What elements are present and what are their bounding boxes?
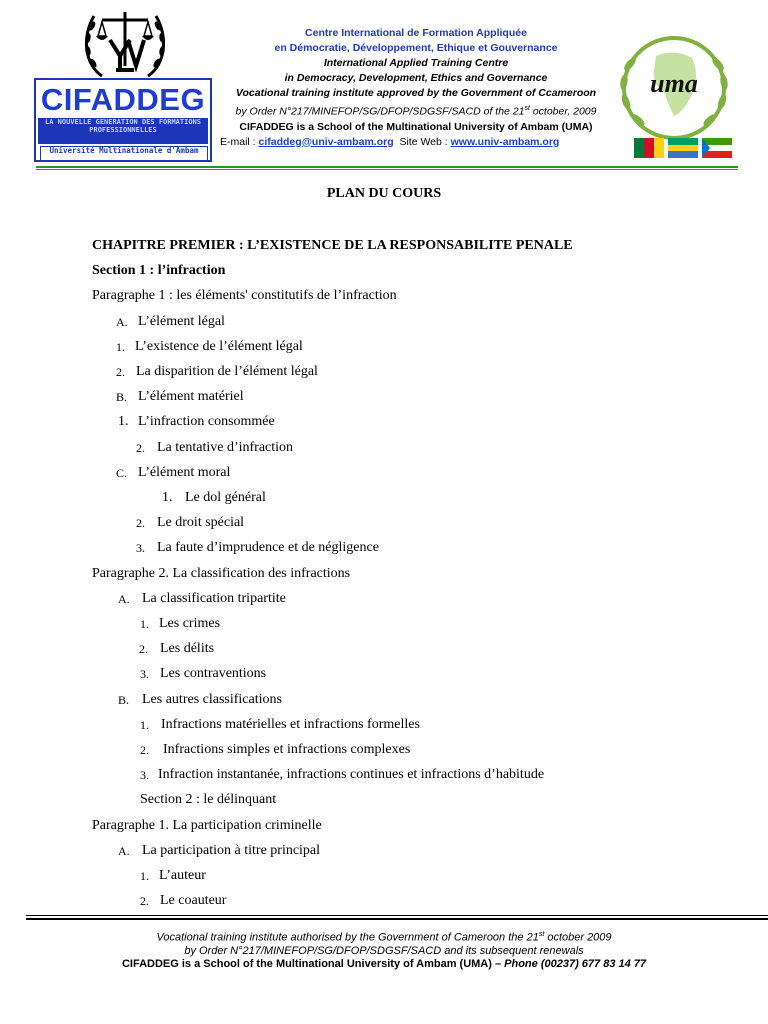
order-sup: st [524, 105, 530, 112]
outline-line-8-marker: 1. [118, 414, 129, 429]
outline-line-9-marker: 2. [136, 441, 145, 455]
section-heading: Section 1 : l’infraction [92, 263, 226, 278]
outline-line-11-text: Le dol général [185, 490, 266, 505]
outline-line-5-text: L’existence de l’élément légal [135, 339, 303, 354]
outline-line-25-marker: A. [118, 844, 130, 858]
outline-line-6-marker: 2. [116, 365, 125, 379]
outline-line-5-marker-wrap [116, 340, 125, 356]
outline-line-9-text: La tentative d’infraction [157, 440, 294, 455]
outline-line-27-text: Le coauteur [160, 893, 227, 908]
outline-line-15-marker: A. [118, 592, 130, 606]
footer-phone: Phone (00237) 677 83 14 77 [504, 957, 647, 970]
footer-school-text: CIFADDEG is a School of the Multinational University of Ambam (UMA) – [121, 957, 505, 970]
outline-line-27-marker: 2. [140, 894, 149, 908]
footer-divider [26, 915, 768, 916]
outline-line-26-marker-wrap [140, 869, 149, 885]
site-label: Site Web : [399, 135, 451, 148]
outline-line-20-marker-wrap [140, 718, 149, 734]
outline-line-25-text: La participation à titre principal [142, 843, 321, 858]
outline-line-12-marker-wrap [136, 516, 145, 532]
outline-line-12-marker: 2. [136, 516, 145, 530]
outline-line-15-text: La classification tripartite [142, 591, 286, 606]
scales-emblem-icon [80, 6, 170, 78]
outline-line-21-marker: 2. [140, 743, 149, 757]
outline-line-9-marker-wrap [136, 441, 145, 457]
outline-line-7-marker: B. [116, 390, 128, 404]
cameroon-flag-icon [634, 138, 664, 158]
outline-line-10-text: L’élément moral [138, 465, 231, 480]
outline-line-13-marker: 3. [136, 541, 145, 555]
order-suffix: october, 2009 [529, 105, 597, 118]
outline-line-19-marker: B. [118, 693, 130, 707]
footer-sup: st [538, 931, 545, 938]
equatorial-guinea-flag-icon [702, 138, 732, 158]
outline-line-11-marker-wrap [162, 490, 173, 506]
outline-line-11-marker: 1. [162, 490, 173, 505]
website-link[interactable]: www.univ-ambam.org [450, 135, 560, 148]
header-line-1: Centre International de Formation Appliquée [305, 27, 527, 39]
brand-university: Université Multinationale d'Ambam [40, 146, 208, 162]
header-divider-thin [36, 169, 738, 170]
outline-line-12-text: Le droit spécial [157, 515, 245, 530]
outline-line-19-marker-wrap [118, 693, 129, 709]
header-line-4: in Democracy, Development, Ethics and Governance [284, 72, 548, 84]
header-divider [36, 166, 738, 168]
footer-line-1-suffix: october 2009 [544, 931, 612, 944]
uma-logo [614, 34, 744, 164]
outline-line-17-marker: 2. [139, 642, 148, 656]
outline-line-27-marker-wrap [140, 894, 149, 910]
cifaddeg-logo [34, 6, 216, 166]
outline-line-18-marker-wrap [140, 667, 149, 683]
outline-line-18-text: Les contraventions [160, 666, 267, 681]
uma-wreath-icon [614, 34, 744, 164]
outline-line-20-marker: 1. [140, 718, 149, 732]
cifaddeg-brand-box [34, 78, 212, 162]
gabon-flag-icon [668, 138, 698, 158]
section-heading: CHAPITRE PREMIER : L’EXISTENCE DE LA RESPONSABILITE PENALE [92, 238, 573, 253]
outline-line-10-marker: C. [116, 466, 128, 480]
outline-line-21-marker-wrap [140, 743, 149, 759]
outline-line-22-marker: 3. [140, 768, 149, 782]
outline-line-25-marker-wrap [118, 844, 130, 860]
header-line-6: CIFADDEG is a School of the Multinational University of Ambam (UMA) [239, 120, 593, 133]
outline-line-7-text: L’élément matériel [138, 389, 244, 404]
outline-line-16-marker: 1. [140, 617, 149, 631]
brand-name: CIFADDEG [40, 82, 206, 117]
outline-line-6-marker-wrap [116, 365, 125, 381]
outline-heading: Section 2 : le délinquant [140, 792, 277, 807]
outline-heading: Paragraphe 1. La participation criminelle [92, 818, 322, 833]
outline-line-6-text: La disparition de l’élément légal [136, 364, 318, 379]
outline-line-26-marker: 1. [140, 869, 149, 883]
outline-line-8-text: L’infraction consommée [138, 414, 275, 429]
brand-tagline: LA NOUVELLE GENERATION DES FORMATIONS PROFESSIONNELLES [38, 118, 208, 144]
outline-line-22-marker-wrap [140, 768, 149, 784]
outline-line-10-marker-wrap [116, 466, 127, 482]
outline-line-4-marker: A. [116, 315, 128, 329]
footer-line-1-text: Vocational training institute authorised by the Government of Cameroon the 21 [156, 931, 539, 944]
contact-line [216, 135, 616, 150]
footer-divider-thick [26, 918, 768, 920]
outline-line-13-text: La faute d’imprudence et de négligence [157, 540, 379, 555]
outline-line-17-text: Les délits [160, 641, 215, 656]
footer-line-3 [0, 958, 768, 971]
email-label: E-mail : [220, 135, 259, 148]
outline-heading: Paragraphe 1 : les éléments' constitutifs de l’infraction [92, 288, 397, 303]
email-link[interactable]: cifaddeg@univ-ambam.org [258, 135, 394, 148]
outline-line-4-marker-wrap [116, 315, 128, 331]
outline-line-8-marker-wrap [118, 414, 129, 430]
footer-line-1 [0, 928, 768, 945]
footer-line-2: by Order N°217/MINEFOP/SG/DFOP/SDGSF/SACD and its subsequent renewals [184, 944, 584, 957]
order-text: by Order N°217/MINEFOP/SG/DFOP/SDGSF/SACD of the 21 [235, 105, 525, 118]
header-line-2: en Démocratie, Développement, Ethique et Gouvernance [274, 42, 558, 54]
outline-line-22-text: Infraction instantanée, infractions continues et infractions d’habitude [158, 767, 545, 782]
outline-line-7-marker-wrap [116, 390, 127, 406]
outline-line-16-marker-wrap [140, 617, 149, 633]
outline-line-17-marker-wrap [139, 642, 148, 658]
outline-line-16-text: Les crimes [159, 616, 221, 631]
letterhead [0, 0, 768, 172]
letterhead-text [216, 26, 616, 150]
outline-line-13-marker-wrap [136, 541, 145, 557]
outline-line-15-marker-wrap [118, 592, 130, 608]
outline-line-18-marker: 3. [140, 667, 149, 681]
uma-text: uma [650, 69, 698, 98]
footer [0, 928, 768, 971]
outline-heading: Paragraphe 2. La classification des infractions [92, 566, 351, 581]
outline-line-21-text: Infractions simples et infractions complexes [163, 742, 411, 757]
outline-line-26-text: L’auteur [159, 868, 206, 883]
outline-line-20-text: Infractions matérielles et infractions formelles [161, 717, 420, 732]
header-line-3: International Applied Training Centre [323, 57, 509, 69]
outline-line-5-marker: 1. [116, 340, 125, 354]
header-order-line [216, 101, 616, 120]
document-title: PLAN DU COURS [326, 186, 442, 201]
header-line-5: Vocational training institute approved by the Government of Ccameroon [235, 87, 597, 99]
outline-line-4-text: L’élément légal [138, 314, 225, 329]
outline-line-19-text: Les autres classifications [142, 692, 282, 707]
